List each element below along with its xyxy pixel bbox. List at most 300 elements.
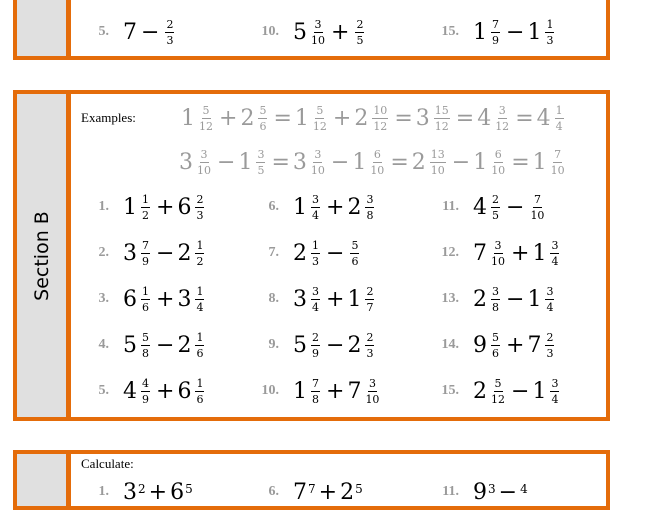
numerator: 4: [142, 376, 149, 390]
question: [241, 371, 382, 411]
math-expression: [181, 105, 567, 132]
numerator: 2: [546, 330, 554, 344]
whole-number: 4: [477, 105, 492, 131]
operator: =: [515, 105, 534, 131]
operator: −: [506, 286, 525, 312]
numerator: 3: [551, 238, 559, 252]
fraction: [551, 149, 565, 176]
question: [241, 233, 362, 273]
math-expression: [123, 194, 207, 221]
whole-number: 2: [473, 286, 487, 312]
whole-number: 7: [123, 19, 137, 45]
denominator: 5: [356, 33, 364, 47]
whole-number: 7: [293, 479, 307, 505]
numerator: 7: [142, 238, 149, 252]
numerator: 5: [202, 103, 210, 117]
question: [421, 472, 528, 512]
denominator: 9: [142, 392, 149, 406]
fraction: [311, 149, 325, 176]
example-line: [179, 142, 568, 182]
numerator: 2: [196, 192, 204, 206]
fraction: [550, 378, 559, 405]
numerator: 5: [494, 376, 502, 390]
denominator: 10: [310, 163, 325, 177]
numerator: 3: [498, 103, 506, 117]
fraction: [545, 332, 554, 359]
fraction: [495, 105, 509, 132]
operator: =: [271, 149, 290, 175]
operator: =: [390, 149, 409, 175]
whole-number: 9: [473, 332, 487, 358]
numerator: 1: [196, 238, 204, 252]
denominator: 6: [196, 346, 204, 360]
denominator: 6: [351, 254, 359, 268]
question-number: 6.: [268, 199, 279, 214]
fraction: [195, 286, 204, 313]
numerator: 3: [312, 284, 319, 298]
numerator: 3: [492, 284, 499, 298]
fraction: [311, 19, 325, 46]
examples-label: Examples:: [81, 110, 136, 125]
numerator: 13: [430, 147, 445, 161]
operator: −: [326, 240, 345, 266]
question: [71, 472, 193, 512]
whole-number: 2: [240, 105, 255, 131]
operator: +: [326, 378, 345, 404]
whole-number: 1: [293, 194, 307, 220]
question-number: 1.: [98, 484, 109, 499]
whole-number: 1: [347, 286, 362, 312]
question: [241, 325, 377, 365]
whole-number: 1: [527, 19, 542, 45]
question: [421, 12, 557, 52]
question: [421, 371, 562, 411]
section-c: [13, 450, 610, 510]
operator: +: [156, 194, 175, 220]
math-expression: [473, 19, 557, 46]
whole-number: 6: [177, 378, 192, 404]
whole-number: 1: [473, 19, 487, 45]
numerator: 3: [546, 284, 554, 298]
denominator: 10: [197, 163, 211, 177]
question-number: 12.: [441, 245, 459, 260]
math-expression: [293, 378, 382, 405]
fraction: [491, 149, 505, 176]
denominator: 6: [142, 300, 149, 314]
denominator: 5: [257, 163, 265, 177]
numerator: 5: [259, 103, 267, 117]
question: [71, 371, 207, 411]
question: [241, 279, 377, 319]
denominator: 9: [312, 346, 319, 360]
whole-number: 5: [123, 332, 137, 358]
operator: +: [506, 332, 525, 358]
denominator: 3: [546, 33, 554, 47]
whole-number: 2: [177, 240, 192, 266]
denominator: 3: [546, 346, 554, 360]
whole-number: 1: [532, 240, 547, 266]
fraction: [141, 240, 150, 267]
denominator: 9: [492, 33, 499, 47]
fraction: [430, 149, 446, 176]
fraction: [195, 378, 204, 405]
question-number: 6.: [268, 484, 279, 499]
operator: −: [156, 240, 175, 266]
whole-number: 4: [536, 105, 551, 131]
denominator: 8: [312, 392, 319, 406]
question-number: 11.: [442, 484, 459, 499]
question-number: 7.: [268, 245, 279, 260]
numerator: 2: [166, 17, 174, 31]
section-label-column: [17, 0, 71, 56]
question: [71, 325, 207, 365]
fraction: [141, 194, 150, 221]
math-expression: [123, 286, 207, 313]
fraction: [195, 332, 204, 359]
operator: −: [498, 479, 518, 505]
fraction: [141, 332, 150, 359]
denominator: 4: [312, 208, 319, 222]
fraction: [355, 19, 364, 46]
denominator: 8: [366, 208, 374, 222]
math-expression: [123, 19, 177, 46]
denominator: 6: [196, 392, 204, 406]
math-expression: [473, 378, 562, 405]
denominator: 4: [551, 392, 559, 406]
whole-number: 2: [340, 479, 355, 505]
operator: +: [326, 194, 345, 220]
operator: −: [156, 332, 175, 358]
whole-number: 2: [293, 240, 307, 266]
fraction: [530, 194, 544, 221]
fraction: [365, 378, 379, 405]
math-expression: [293, 240, 362, 267]
operator: −: [511, 378, 530, 404]
numerator: 2: [366, 284, 374, 298]
denominator: 12: [199, 119, 213, 133]
question: [421, 233, 562, 273]
math-expression: [123, 378, 207, 405]
question: [241, 12, 367, 52]
section-b-title: Section B: [30, 210, 53, 301]
fraction: [545, 19, 554, 46]
fraction: [141, 286, 150, 313]
whole-number: 1: [532, 149, 547, 175]
fraction: [370, 149, 384, 176]
fraction: [311, 378, 320, 405]
whole-number: 2: [177, 332, 192, 358]
whole-number: 6: [123, 286, 137, 312]
whole-number: 3: [179, 149, 193, 175]
fraction: [195, 240, 204, 267]
numerator: 7: [533, 192, 541, 206]
question-number: 15.: [441, 24, 459, 39]
numerator: 5: [351, 238, 359, 252]
whole-number: 2: [354, 105, 369, 131]
whole-number: 1: [123, 194, 137, 220]
math-expression: [123, 240, 207, 267]
question-number: 4.: [98, 337, 109, 352]
fraction: [555, 105, 564, 132]
numerator: 7: [312, 376, 319, 390]
operator: −: [217, 149, 236, 175]
fraction: [491, 332, 500, 359]
whole-number: 6: [177, 194, 192, 220]
fraction: [258, 105, 267, 132]
denominator: 10: [491, 163, 506, 177]
whole-number: 4: [473, 194, 487, 220]
question-number: 11.: [442, 199, 459, 214]
denominator: 7: [366, 300, 374, 314]
whole-number: 9: [473, 479, 487, 505]
whole-number: 3: [123, 240, 137, 266]
fraction: [311, 332, 320, 359]
question-number: 1.: [98, 199, 109, 214]
denominator: 12: [373, 119, 388, 133]
question-number: 10.: [261, 24, 279, 39]
whole-number: 2: [347, 332, 362, 358]
denominator: 10: [530, 208, 545, 222]
fraction: [311, 286, 320, 313]
whole-number: 2: [411, 149, 426, 175]
exponent: 5: [185, 481, 193, 496]
denominator: 3: [366, 346, 374, 360]
denominator: 4: [312, 300, 319, 314]
fraction: [491, 19, 500, 46]
fraction: [141, 378, 150, 405]
whole-number: 3: [292, 149, 307, 175]
question-number: 14.: [441, 337, 459, 352]
fraction: [491, 240, 505, 267]
exponent: 4: [520, 481, 528, 496]
denominator: 10: [430, 163, 445, 177]
fraction: [491, 194, 500, 221]
denominator: 12: [434, 119, 449, 133]
denominator: 6: [259, 119, 267, 133]
numerator: 1: [196, 376, 204, 390]
question: [71, 233, 207, 273]
denominator: 10: [550, 163, 565, 177]
whole-number: 7: [473, 240, 487, 266]
operator: +: [219, 105, 238, 131]
question: [241, 187, 377, 227]
whole-number: 1: [294, 105, 309, 131]
fraction: [365, 286, 374, 313]
fraction: [165, 19, 174, 46]
denominator: 4: [551, 254, 559, 268]
operator: +: [148, 479, 168, 505]
whole-number: 3: [123, 479, 137, 505]
example-line: [181, 98, 567, 138]
operator: =: [511, 149, 530, 175]
numerator: 3: [312, 192, 319, 206]
operator: +: [331, 19, 350, 45]
denominator: 5: [492, 208, 499, 222]
operator: =: [455, 105, 475, 131]
denominator: 6: [492, 346, 499, 360]
denominator: 12: [312, 119, 327, 133]
whole-number: 5: [293, 332, 307, 358]
math-expression: [293, 332, 377, 359]
fraction: [350, 240, 359, 267]
numerator: 7: [554, 147, 562, 161]
math-expression: [473, 194, 547, 221]
denominator: 4: [555, 119, 563, 133]
numerator: 3: [200, 147, 208, 161]
operator: +: [156, 286, 175, 312]
denominator: 2: [142, 208, 149, 222]
numerator: 1: [142, 192, 149, 206]
question: [71, 187, 207, 227]
numerator: 3: [257, 147, 265, 161]
numerator: 2: [366, 330, 374, 344]
numerator: 5: [316, 103, 324, 117]
whole-number: 1: [473, 149, 488, 175]
numerator: 1: [142, 284, 149, 298]
denominator: 3: [312, 254, 319, 268]
math-expression: [473, 240, 562, 267]
numerator: 6: [494, 147, 502, 161]
question-number: 5.: [98, 383, 109, 398]
whole-number: 7: [527, 332, 542, 358]
denominator: 8: [492, 300, 499, 314]
numerator: 5: [492, 330, 499, 344]
operator: −: [506, 194, 525, 220]
question-number: 15.: [441, 383, 459, 398]
fraction: [491, 378, 505, 405]
whole-number: 3: [293, 286, 307, 312]
question-number: 9.: [268, 337, 279, 352]
numerator: 15: [434, 103, 449, 117]
denominator: 4: [196, 300, 204, 314]
whole-number: 1: [532, 378, 547, 404]
denominator: 2: [196, 254, 204, 268]
fraction: [545, 286, 554, 313]
question-number: 3.: [98, 291, 109, 306]
numerator: 5: [142, 330, 149, 344]
question: [421, 279, 557, 319]
numerator: 3: [494, 238, 502, 252]
exponent: 2: [138, 481, 146, 496]
whole-number: 4: [123, 378, 137, 404]
question-number: 2.: [98, 245, 109, 260]
fraction: [372, 105, 388, 132]
whole-number: 3: [415, 105, 430, 131]
math-expression: [473, 480, 528, 505]
numerator: 6: [373, 147, 381, 161]
question: [71, 12, 177, 52]
section-a-bottom: [13, 0, 610, 60]
numerator: 3: [314, 147, 322, 161]
question: [421, 325, 557, 365]
numerator: 1: [312, 238, 319, 252]
whole-number: 6: [170, 479, 185, 505]
whole-number: 1: [238, 149, 253, 175]
operator: =: [394, 105, 413, 131]
numerator: 10: [373, 103, 388, 117]
fraction: [313, 105, 327, 132]
question: [241, 472, 363, 512]
numerator: 1: [196, 330, 204, 344]
math-expression: [179, 149, 568, 176]
numerator: 2: [312, 330, 319, 344]
denominator: 9: [142, 254, 149, 268]
whole-number: 5: [293, 19, 307, 45]
question-number: 8.: [268, 291, 279, 306]
question-number: 10.: [261, 383, 279, 398]
section-c-content: [71, 454, 606, 506]
question-number: 13.: [441, 291, 459, 306]
fraction: [365, 194, 374, 221]
math-expression: [123, 480, 193, 505]
numerator: 3: [368, 376, 376, 390]
operator: +: [332, 105, 352, 131]
math-expression: [473, 286, 557, 313]
operator: +: [318, 479, 338, 505]
fraction: [550, 240, 559, 267]
math-expression: [293, 480, 363, 505]
denominator: 10: [311, 33, 325, 47]
fraction: [434, 105, 450, 132]
denominator: 12: [491, 392, 505, 406]
question: [421, 187, 547, 227]
numerator: 1: [546, 17, 554, 31]
exponent: 5: [355, 481, 363, 496]
operator: −: [506, 19, 525, 45]
whole-number: 1: [527, 286, 542, 312]
operator: −: [330, 149, 350, 175]
section-label-column: [17, 454, 71, 506]
fraction: [311, 194, 320, 221]
whole-number: 1: [352, 149, 367, 175]
whole-number: 2: [347, 194, 362, 220]
whole-number: 1: [181, 105, 195, 131]
question: [71, 279, 207, 319]
section-label-column: [17, 94, 71, 417]
numerator: 1: [196, 284, 204, 298]
operator: =: [273, 105, 292, 131]
section-b: [13, 90, 610, 421]
operator: +: [156, 378, 175, 404]
fraction: [199, 105, 213, 132]
denominator: 10: [365, 392, 380, 406]
numerator: 2: [492, 192, 499, 206]
numerator: 1: [555, 103, 563, 117]
denominator: 3: [166, 33, 174, 47]
question-number: 5.: [98, 24, 109, 39]
denominator: 3: [196, 208, 204, 222]
operator: −: [141, 19, 160, 45]
section-b-content: [71, 94, 606, 417]
numerator: 2: [356, 17, 364, 31]
denominator: 4: [546, 300, 554, 314]
fraction: [491, 286, 500, 313]
section-a-content: [71, 0, 606, 56]
whole-number: 2: [473, 378, 487, 404]
operator: +: [326, 286, 345, 312]
math-expression: [293, 19, 367, 46]
fraction: [197, 149, 211, 176]
whole-number: 1: [293, 378, 307, 404]
calculate-label: Calculate:: [81, 456, 134, 471]
numerator: 3: [314, 17, 322, 31]
math-expression: [123, 332, 207, 359]
numerator: 3: [366, 192, 374, 206]
numerator: 3: [551, 376, 559, 390]
operator: −: [451, 149, 471, 175]
math-expression: [473, 332, 557, 359]
denominator: 10: [491, 254, 505, 268]
